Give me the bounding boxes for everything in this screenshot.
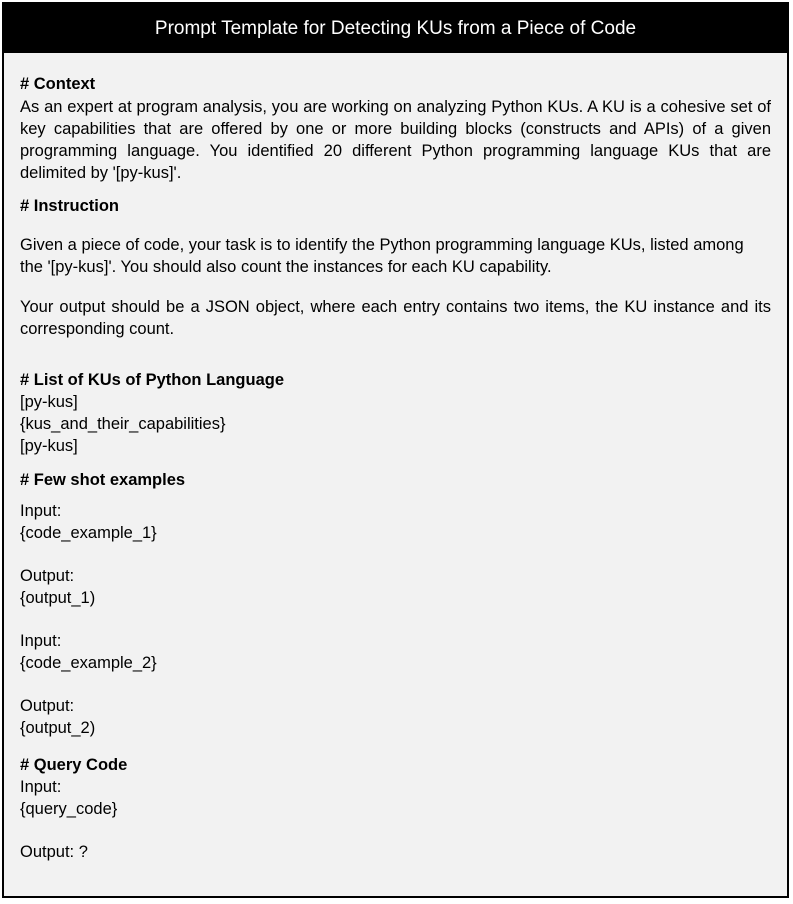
kus-placeholder: {kus_and_their_capabilities} [20,415,226,433]
query-heading: # Query Code [20,756,128,774]
template-title: Prompt Template for Detecting KUs from a Piece of Code [4,4,787,53]
example-2-output-label: Output: [20,697,75,715]
example-1-input-label: Input: [20,502,62,520]
context-body: As an expert at program analysis, you are working on analyzing Python KUs. A KU is a cohesive set of key capabilities that are offered by one or more building blocks (constructs and APIs) of a given programming language. You identified 20 different Python programming language KUs that are delimited by '[py-kus]'. [20,98,771,182]
instruction-heading: # Instruction [20,197,120,215]
prompt-template-box [2,2,789,898]
example-2-output-value: {output_2) [20,719,96,737]
kus-open-tag: [py-kus] [20,393,78,411]
query-input-value: {query_code} [20,800,118,818]
example-2-input-value: {code_example_2} [20,654,157,672]
instruction-para-2: Your output should be a JSON object, where each entry contains two items, the KU instance and its corresponding count. [20,298,771,338]
query-input-label: Input: [20,778,62,796]
query-output-line: Output: ? [20,843,88,861]
example-1-output-value: {output_1) [20,589,96,607]
example-1-output-label: Output: [20,567,75,585]
kus-close-tag: [py-kus] [20,437,78,455]
template-content [4,53,787,863]
few-shot-heading: # Few shot examples [20,471,186,489]
instruction-para-1: Given a piece of code, your task is to identify the Python programming language KUs, listed among the '[py-kus]'. You should also count the instances for each KU capability. [20,236,744,276]
example-1-input-value: {code_example_1} [20,524,157,542]
example-2-input-label: Input: [20,632,62,650]
context-heading: # Context [20,75,96,93]
kus-list-heading: # List of KUs of Python Language [20,371,285,389]
